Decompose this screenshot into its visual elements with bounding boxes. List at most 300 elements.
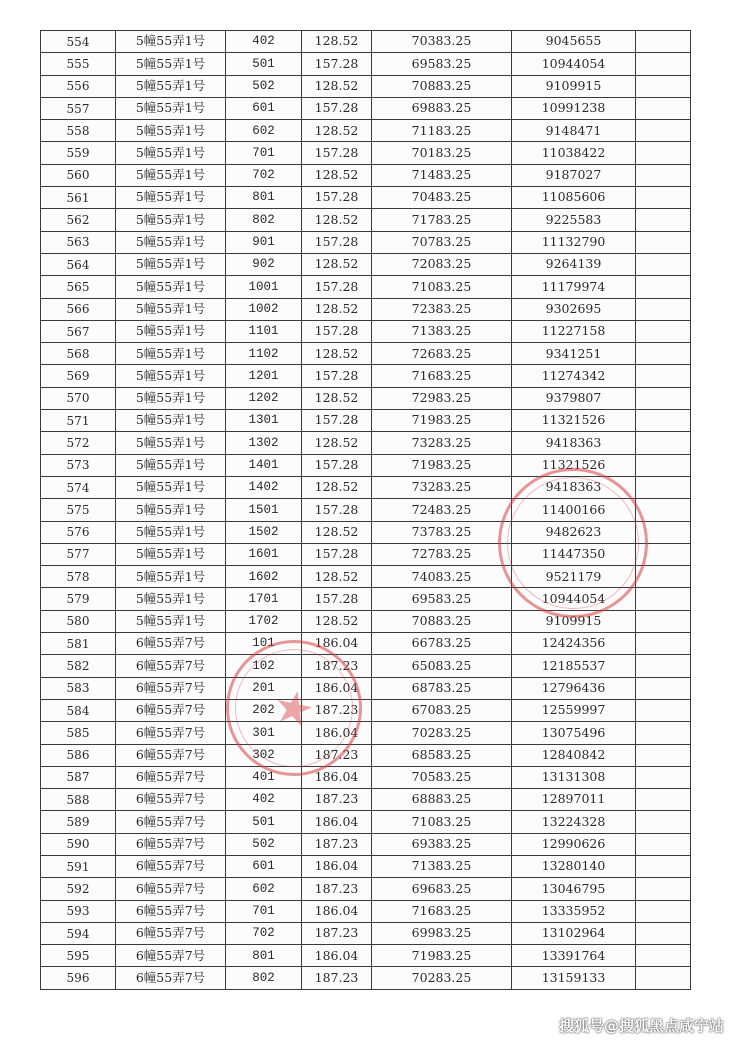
unit-price-cell: 72783.25 — [372, 543, 512, 565]
building-address-cell: 5幢55弄1号 — [116, 75, 226, 97]
total-price-cell: 13224328 — [512, 811, 636, 833]
row-number-cell: 554 — [41, 31, 116, 53]
total-price-cell: 11038422 — [512, 142, 636, 164]
building-address-cell: 5幢55弄1号 — [116, 566, 226, 588]
row-number-cell: 589 — [41, 811, 116, 833]
row-number-cell: 596 — [41, 967, 116, 989]
table-row — [41, 476, 691, 498]
remark-cell — [636, 766, 691, 788]
table-row — [41, 120, 691, 142]
area-cell: 187.23 — [302, 744, 372, 766]
unit-price-cell: 69583.25 — [372, 53, 512, 75]
building-address-cell: 5幢55弄1号 — [116, 499, 226, 521]
remark-cell — [636, 855, 691, 877]
remark-cell — [636, 97, 691, 119]
remark-cell — [636, 454, 691, 476]
remark-cell — [636, 833, 691, 855]
remark-cell — [636, 187, 691, 209]
unit-price-cell: 71383.25 — [372, 855, 512, 877]
row-number-cell: 571 — [41, 410, 116, 432]
room-number-cell: 601 — [226, 97, 302, 119]
unit-price-cell: 69383.25 — [372, 833, 512, 855]
remark-cell — [636, 53, 691, 75]
table-row — [41, 633, 691, 655]
table-row — [41, 878, 691, 900]
area-cell: 186.04 — [302, 677, 372, 699]
room-number-cell: 1002 — [226, 298, 302, 320]
building-address-cell: 5幢55弄1号 — [116, 53, 226, 75]
unit-price-cell: 68783.25 — [372, 677, 512, 699]
unit-price-cell: 71683.25 — [372, 365, 512, 387]
table-row — [41, 164, 691, 186]
row-number-cell: 588 — [41, 789, 116, 811]
room-number-cell: 701 — [226, 900, 302, 922]
unit-price-cell: 67083.25 — [372, 699, 512, 721]
total-price-cell: 13335952 — [512, 900, 636, 922]
building-address-cell: 6幢55弄7号 — [116, 855, 226, 877]
row-number-cell: 562 — [41, 209, 116, 231]
table-row — [41, 75, 691, 97]
building-address-cell: 6幢55弄7号 — [116, 766, 226, 788]
table-row — [41, 655, 691, 677]
unit-price-cell: 69683.25 — [372, 878, 512, 900]
area-cell: 128.52 — [302, 75, 372, 97]
room-number-cell: 801 — [226, 187, 302, 209]
building-address-cell: 6幢55弄7号 — [116, 945, 226, 967]
building-address-cell: 5幢55弄1号 — [116, 343, 226, 365]
total-price-cell: 9418363 — [512, 476, 636, 498]
room-number-cell: 602 — [226, 120, 302, 142]
table-row — [41, 387, 691, 409]
room-number-cell: 1202 — [226, 387, 302, 409]
total-price-cell: 13280140 — [512, 855, 636, 877]
row-number-cell: 576 — [41, 521, 116, 543]
unit-price-cell: 72383.25 — [372, 298, 512, 320]
table-row — [41, 298, 691, 320]
remark-cell — [636, 476, 691, 498]
room-number-cell: 201 — [226, 677, 302, 699]
unit-price-cell: 74083.25 — [372, 566, 512, 588]
table-row — [41, 677, 691, 699]
table-row — [41, 945, 691, 967]
remark-cell — [636, 655, 691, 677]
row-number-cell: 561 — [41, 187, 116, 209]
area-cell: 186.04 — [302, 811, 372, 833]
room-number-cell: 502 — [226, 833, 302, 855]
remark-cell — [636, 164, 691, 186]
row-number-cell: 584 — [41, 699, 116, 721]
unit-price-cell: 73283.25 — [372, 476, 512, 498]
room-number-cell: 1701 — [226, 588, 302, 610]
row-number-cell: 582 — [41, 655, 116, 677]
building-address-cell: 6幢55弄7号 — [116, 677, 226, 699]
unit-price-cell: 71783.25 — [372, 209, 512, 231]
total-price-cell: 10944054 — [512, 53, 636, 75]
area-cell: 128.52 — [302, 610, 372, 632]
room-number-cell: 801 — [226, 945, 302, 967]
area-cell: 187.23 — [302, 833, 372, 855]
table-row — [41, 967, 691, 989]
remark-cell — [636, 142, 691, 164]
table-row — [41, 610, 691, 632]
table-row — [41, 97, 691, 119]
unit-price-cell: 69883.25 — [372, 97, 512, 119]
total-price-cell: 9482623 — [512, 521, 636, 543]
area-cell: 128.52 — [302, 120, 372, 142]
total-price-cell: 9187027 — [512, 164, 636, 186]
remark-cell — [636, 722, 691, 744]
total-price-cell: 9045655 — [512, 31, 636, 53]
total-price-cell: 12185537 — [512, 655, 636, 677]
unit-price-cell: 72083.25 — [372, 253, 512, 275]
unit-price-cell: 68583.25 — [372, 744, 512, 766]
building-address-cell: 5幢55弄1号 — [116, 209, 226, 231]
table-row — [41, 588, 691, 610]
room-number-cell: 402 — [226, 31, 302, 53]
building-address-cell: 6幢55弄7号 — [116, 922, 226, 944]
room-number-cell: 501 — [226, 53, 302, 75]
table-row — [41, 833, 691, 855]
total-price-cell: 9341251 — [512, 343, 636, 365]
unit-price-cell: 71183.25 — [372, 120, 512, 142]
unit-price-cell: 70583.25 — [372, 766, 512, 788]
remark-cell — [636, 120, 691, 142]
row-number-cell: 591 — [41, 855, 116, 877]
room-number-cell: 1302 — [226, 432, 302, 454]
area-cell: 187.23 — [302, 967, 372, 989]
remark-cell — [636, 320, 691, 342]
row-number-cell: 569 — [41, 365, 116, 387]
total-price-cell: 11179974 — [512, 276, 636, 298]
row-number-cell: 583 — [41, 677, 116, 699]
area-cell: 157.28 — [302, 454, 372, 476]
total-price-cell: 11447350 — [512, 543, 636, 565]
table-row — [41, 142, 691, 164]
total-price-cell: 13159133 — [512, 967, 636, 989]
room-number-cell: 1301 — [226, 410, 302, 432]
remark-cell — [636, 633, 691, 655]
room-number-cell: 1101 — [226, 320, 302, 342]
room-number-cell: 101 — [226, 633, 302, 655]
total-price-cell: 11321526 — [512, 410, 636, 432]
unit-price-cell: 66783.25 — [372, 633, 512, 655]
table-row — [41, 53, 691, 75]
row-number-cell: 581 — [41, 633, 116, 655]
unit-price-cell: 70183.25 — [372, 142, 512, 164]
table-row — [41, 410, 691, 432]
table-row — [41, 699, 691, 721]
remark-cell — [636, 588, 691, 610]
remark-cell — [636, 677, 691, 699]
building-address-cell: 5幢55弄1号 — [116, 142, 226, 164]
room-number-cell: 702 — [226, 164, 302, 186]
unit-price-cell: 71983.25 — [372, 454, 512, 476]
table-row — [41, 365, 691, 387]
remark-cell — [636, 298, 691, 320]
remark-cell — [636, 31, 691, 53]
area-cell: 128.52 — [302, 432, 372, 454]
table-row — [41, 566, 691, 588]
room-number-cell: 301 — [226, 722, 302, 744]
remark-cell — [636, 789, 691, 811]
table-row — [41, 187, 691, 209]
remark-cell — [636, 387, 691, 409]
building-address-cell: 5幢55弄1号 — [116, 365, 226, 387]
total-price-cell: 9521179 — [512, 566, 636, 588]
row-number-cell: 579 — [41, 588, 116, 610]
building-address-cell: 6幢55弄7号 — [116, 722, 226, 744]
room-number-cell: 901 — [226, 231, 302, 253]
room-number-cell: 1501 — [226, 499, 302, 521]
building-address-cell: 5幢55弄1号 — [116, 610, 226, 632]
building-address-cell: 6幢55弄7号 — [116, 633, 226, 655]
total-price-cell: 11227158 — [512, 320, 636, 342]
room-number-cell: 102 — [226, 655, 302, 677]
area-cell: 128.52 — [302, 253, 372, 275]
total-price-cell: 9264139 — [512, 253, 636, 275]
total-price-cell: 13102964 — [512, 922, 636, 944]
remark-cell — [636, 610, 691, 632]
room-number-cell: 1702 — [226, 610, 302, 632]
row-number-cell: 556 — [41, 75, 116, 97]
area-cell: 157.28 — [302, 499, 372, 521]
room-number-cell: 202 — [226, 699, 302, 721]
remark-cell — [636, 699, 691, 721]
room-number-cell: 502 — [226, 75, 302, 97]
unit-price-cell: 70483.25 — [372, 187, 512, 209]
area-cell: 157.28 — [302, 142, 372, 164]
total-price-cell: 11085606 — [512, 187, 636, 209]
row-number-cell: 573 — [41, 454, 116, 476]
building-address-cell: 5幢55弄1号 — [116, 521, 226, 543]
table-row — [41, 343, 691, 365]
room-number-cell: 1001 — [226, 276, 302, 298]
total-price-cell: 12840842 — [512, 744, 636, 766]
row-number-cell: 567 — [41, 320, 116, 342]
unit-price-cell: 72683.25 — [372, 343, 512, 365]
area-cell: 128.52 — [302, 209, 372, 231]
building-address-cell: 5幢55弄1号 — [116, 320, 226, 342]
table-row — [41, 922, 691, 944]
building-address-cell: 6幢55弄7号 — [116, 789, 226, 811]
table-row — [41, 766, 691, 788]
room-number-cell: 302 — [226, 744, 302, 766]
total-price-cell: 10944054 — [512, 588, 636, 610]
area-cell: 128.52 — [302, 387, 372, 409]
building-address-cell: 5幢55弄1号 — [116, 231, 226, 253]
row-number-cell: 566 — [41, 298, 116, 320]
unit-price-cell: 71083.25 — [372, 811, 512, 833]
room-number-cell: 1401 — [226, 454, 302, 476]
unit-price-cell: 70883.25 — [372, 75, 512, 97]
table-row — [41, 722, 691, 744]
total-price-cell: 9418363 — [512, 432, 636, 454]
building-address-cell: 5幢55弄1号 — [116, 543, 226, 565]
remark-cell — [636, 209, 691, 231]
unit-price-cell: 72483.25 — [372, 499, 512, 521]
building-address-cell: 6幢55弄7号 — [116, 878, 226, 900]
table-row — [41, 276, 691, 298]
row-number-cell: 580 — [41, 610, 116, 632]
area-cell: 186.04 — [302, 722, 372, 744]
area-cell: 157.28 — [302, 53, 372, 75]
remark-cell — [636, 343, 691, 365]
area-cell: 128.52 — [302, 164, 372, 186]
area-cell: 157.28 — [302, 588, 372, 610]
table-row — [41, 432, 691, 454]
total-price-cell: 9109915 — [512, 75, 636, 97]
building-address-cell: 5幢55弄1号 — [116, 253, 226, 275]
unit-price-cell: 71683.25 — [372, 900, 512, 922]
row-number-cell: 594 — [41, 922, 116, 944]
room-number-cell: 1601 — [226, 543, 302, 565]
area-cell: 157.28 — [302, 231, 372, 253]
total-price-cell: 13131308 — [512, 766, 636, 788]
room-number-cell: 1602 — [226, 566, 302, 588]
table-row — [41, 31, 691, 53]
unit-price-cell: 68883.25 — [372, 789, 512, 811]
remark-cell — [636, 276, 691, 298]
row-number-cell: 592 — [41, 878, 116, 900]
room-number-cell: 402 — [226, 789, 302, 811]
unit-price-cell: 70383.25 — [372, 31, 512, 53]
row-number-cell: 577 — [41, 543, 116, 565]
room-number-cell: 1102 — [226, 343, 302, 365]
total-price-cell: 12424356 — [512, 633, 636, 655]
building-address-cell: 5幢55弄1号 — [116, 276, 226, 298]
total-price-cell: 13046795 — [512, 878, 636, 900]
area-cell: 187.23 — [302, 699, 372, 721]
row-number-cell: 587 — [41, 766, 116, 788]
total-price-cell: 12559997 — [512, 699, 636, 721]
remark-cell — [636, 410, 691, 432]
row-number-cell: 570 — [41, 387, 116, 409]
room-number-cell: 1402 — [226, 476, 302, 498]
remark-cell — [636, 231, 691, 253]
total-price-cell: 11400166 — [512, 499, 636, 521]
area-cell: 186.04 — [302, 766, 372, 788]
remark-cell — [636, 75, 691, 97]
unit-price-cell: 71483.25 — [372, 164, 512, 186]
remark-cell — [636, 432, 691, 454]
remark-cell — [636, 900, 691, 922]
remark-cell — [636, 521, 691, 543]
table-row — [41, 320, 691, 342]
area-cell: 157.28 — [302, 187, 372, 209]
table-row — [41, 855, 691, 877]
area-cell: 186.04 — [302, 855, 372, 877]
building-address-cell: 5幢55弄1号 — [116, 454, 226, 476]
total-price-cell: 12796436 — [512, 677, 636, 699]
total-price-cell: 13391764 — [512, 945, 636, 967]
total-price-cell: 9225583 — [512, 209, 636, 231]
unit-price-cell: 71083.25 — [372, 276, 512, 298]
area-cell: 128.52 — [302, 521, 372, 543]
room-number-cell: 802 — [226, 209, 302, 231]
total-price-cell: 11132790 — [512, 231, 636, 253]
room-number-cell: 602 — [226, 878, 302, 900]
remark-cell — [636, 922, 691, 944]
room-number-cell: 1502 — [226, 521, 302, 543]
total-price-cell: 11274342 — [512, 365, 636, 387]
room-number-cell: 802 — [226, 967, 302, 989]
building-address-cell: 5幢55弄1号 — [116, 387, 226, 409]
building-address-cell: 5幢55弄1号 — [116, 298, 226, 320]
star-icon: ★ — [268, 677, 320, 739]
price-list-table — [40, 30, 691, 990]
table-row — [41, 811, 691, 833]
unit-price-cell: 70783.25 — [372, 231, 512, 253]
building-address-cell: 5幢55弄1号 — [116, 410, 226, 432]
remark-cell — [636, 967, 691, 989]
remark-cell — [636, 878, 691, 900]
watermark-credit: 搜狐号@搜狐黑点咸宁站 — [558, 1017, 724, 1035]
remark-cell — [636, 253, 691, 275]
table-row — [41, 521, 691, 543]
row-number-cell: 564 — [41, 253, 116, 275]
building-address-cell: 5幢55弄1号 — [116, 120, 226, 142]
total-price-cell: 9109915 — [512, 610, 636, 632]
table-row — [41, 789, 691, 811]
total-price-cell: 9379807 — [512, 387, 636, 409]
row-number-cell: 560 — [41, 164, 116, 186]
row-number-cell: 568 — [41, 343, 116, 365]
area-cell: 186.04 — [302, 945, 372, 967]
total-price-cell: 10991238 — [512, 97, 636, 119]
remark-cell — [636, 744, 691, 766]
building-address-cell: 6幢55弄7号 — [116, 699, 226, 721]
row-number-cell: 590 — [41, 833, 116, 855]
building-address-cell: 6幢55弄7号 — [116, 811, 226, 833]
area-cell: 128.52 — [302, 31, 372, 53]
unit-price-cell: 73283.25 — [372, 432, 512, 454]
table-row — [41, 209, 691, 231]
total-price-cell: 9148471 — [512, 120, 636, 142]
row-number-cell: 563 — [41, 231, 116, 253]
unit-price-cell: 71983.25 — [372, 945, 512, 967]
unit-price-cell: 71983.25 — [372, 410, 512, 432]
row-number-cell: 565 — [41, 276, 116, 298]
unit-price-cell: 70283.25 — [372, 722, 512, 744]
table-row — [41, 499, 691, 521]
row-number-cell: 593 — [41, 900, 116, 922]
room-number-cell: 702 — [226, 922, 302, 944]
area-cell: 128.52 — [302, 476, 372, 498]
area-cell: 157.28 — [302, 97, 372, 119]
remark-cell — [636, 499, 691, 521]
table-row — [41, 454, 691, 476]
unit-price-cell: 69583.25 — [372, 588, 512, 610]
area-cell: 157.28 — [302, 365, 372, 387]
building-address-cell: 5幢55弄1号 — [116, 31, 226, 53]
row-number-cell: 559 — [41, 142, 116, 164]
row-number-cell: 574 — [41, 476, 116, 498]
table-row — [41, 253, 691, 275]
room-number-cell: 401 — [226, 766, 302, 788]
row-number-cell: 578 — [41, 566, 116, 588]
total-price-cell: 12897011 — [512, 789, 636, 811]
area-cell: 157.28 — [302, 410, 372, 432]
row-number-cell: 558 — [41, 120, 116, 142]
area-cell: 157.28 — [302, 320, 372, 342]
area-cell: 187.23 — [302, 789, 372, 811]
total-price-cell: 11321526 — [512, 454, 636, 476]
room-number-cell: 501 — [226, 811, 302, 833]
building-address-cell: 5幢55弄1号 — [116, 187, 226, 209]
unit-price-cell: 71383.25 — [372, 320, 512, 342]
area-cell: 157.28 — [302, 276, 372, 298]
row-number-cell: 557 — [41, 97, 116, 119]
